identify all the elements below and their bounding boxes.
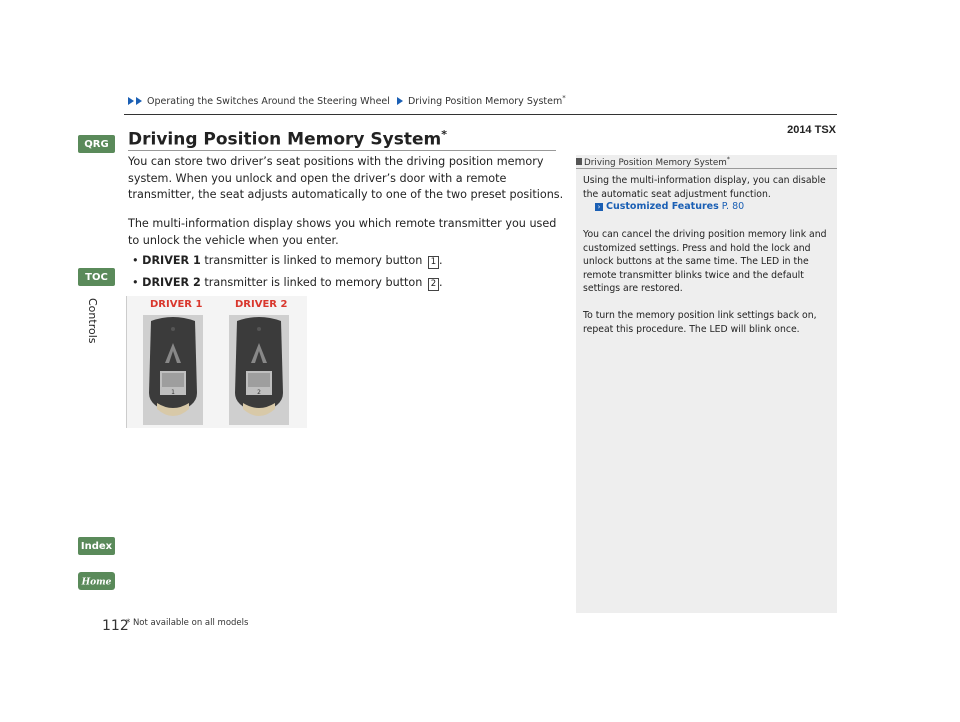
driver1-label: DRIVER 1 [150, 299, 203, 310]
body-paragraph: You can store two driver’s seat positions with the driving position memory system. When you unlock and open the driver’s door with a remote transmitter, the seat adjusts automatically to one of the two preset positions. [128, 155, 564, 201]
list-item: • DRIVER 1 transmitter is linked to memory button 1 . [132, 254, 443, 267]
page-number: 112 [102, 618, 129, 634]
customized-features-link[interactable]: › Customized Features P. 80 [595, 201, 744, 212]
arrow-icon [136, 97, 142, 105]
index-button[interactable]: Index [78, 537, 115, 555]
link-arrow-icon: › [595, 203, 603, 211]
body-paragraph: The multi-information display shows you which remote transmitter you used to unlock the vehicle when you enter. [128, 217, 557, 247]
breadcrumb [128, 94, 566, 107]
title-mark: * [441, 128, 447, 141]
note-panel [576, 155, 837, 613]
home-icon [78, 572, 115, 590]
breadcrumb-item-1[interactable]: Operating the Switches Around the Steering Wheel [147, 96, 390, 108]
key-fob-icon [143, 315, 203, 425]
fob-number: 1 [171, 389, 175, 396]
page-title: Driving Position Memory System* [128, 128, 447, 150]
qrg-button[interactable]: QRG [78, 135, 115, 153]
home-label: Home [81, 577, 112, 588]
breadcrumb-item-2[interactable]: Driving Position Memory System [407, 96, 563, 108]
arrow-icon [128, 97, 134, 105]
title-divider [128, 150, 556, 151]
bullet-label: DRIVER 1 [142, 254, 201, 267]
section-label: Controls [86, 298, 99, 344]
memory-button-number: 2 [428, 278, 439, 291]
key-fob-icon [229, 315, 289, 425]
arrow-icon [397, 97, 403, 105]
note-paragraph: Using the multi-information display, you can disable the automatic seat adjustment function. [583, 175, 826, 200]
header-divider [124, 114, 837, 115]
list-item: • DRIVER 2 transmitter is linked to memory button 2 . [132, 276, 443, 289]
key-fob-1 [143, 315, 203, 425]
note-header: Driving Position Memory System* [576, 156, 730, 168]
home-button[interactable] [78, 572, 115, 590]
fob-number: 2 [257, 389, 261, 396]
note-paragraph: To turn the memory position link settings back on, repeat this procedure. The LED will blink once. [583, 310, 817, 335]
note-divider [576, 168, 837, 169]
note-paragraph: You can cancel the driving position memory link and customized settings. Press and hold the lock and unlock buttons at the same time. The LED in the remote transmitter blinks twice and the default settings are restored. [583, 229, 827, 294]
note-icon [576, 158, 582, 165]
toc-button[interactable]: TOC [78, 268, 115, 286]
model-label: 2014 TSX [787, 124, 836, 136]
bullet-label: DRIVER 2 [142, 276, 201, 289]
driver2-label: DRIVER 2 [235, 299, 288, 310]
memory-button-number: 1 [428, 256, 439, 269]
key-fob-2 [229, 315, 289, 425]
footnote: * Not available on all models [126, 618, 249, 628]
breadcrumb-mark: * [562, 94, 566, 102]
